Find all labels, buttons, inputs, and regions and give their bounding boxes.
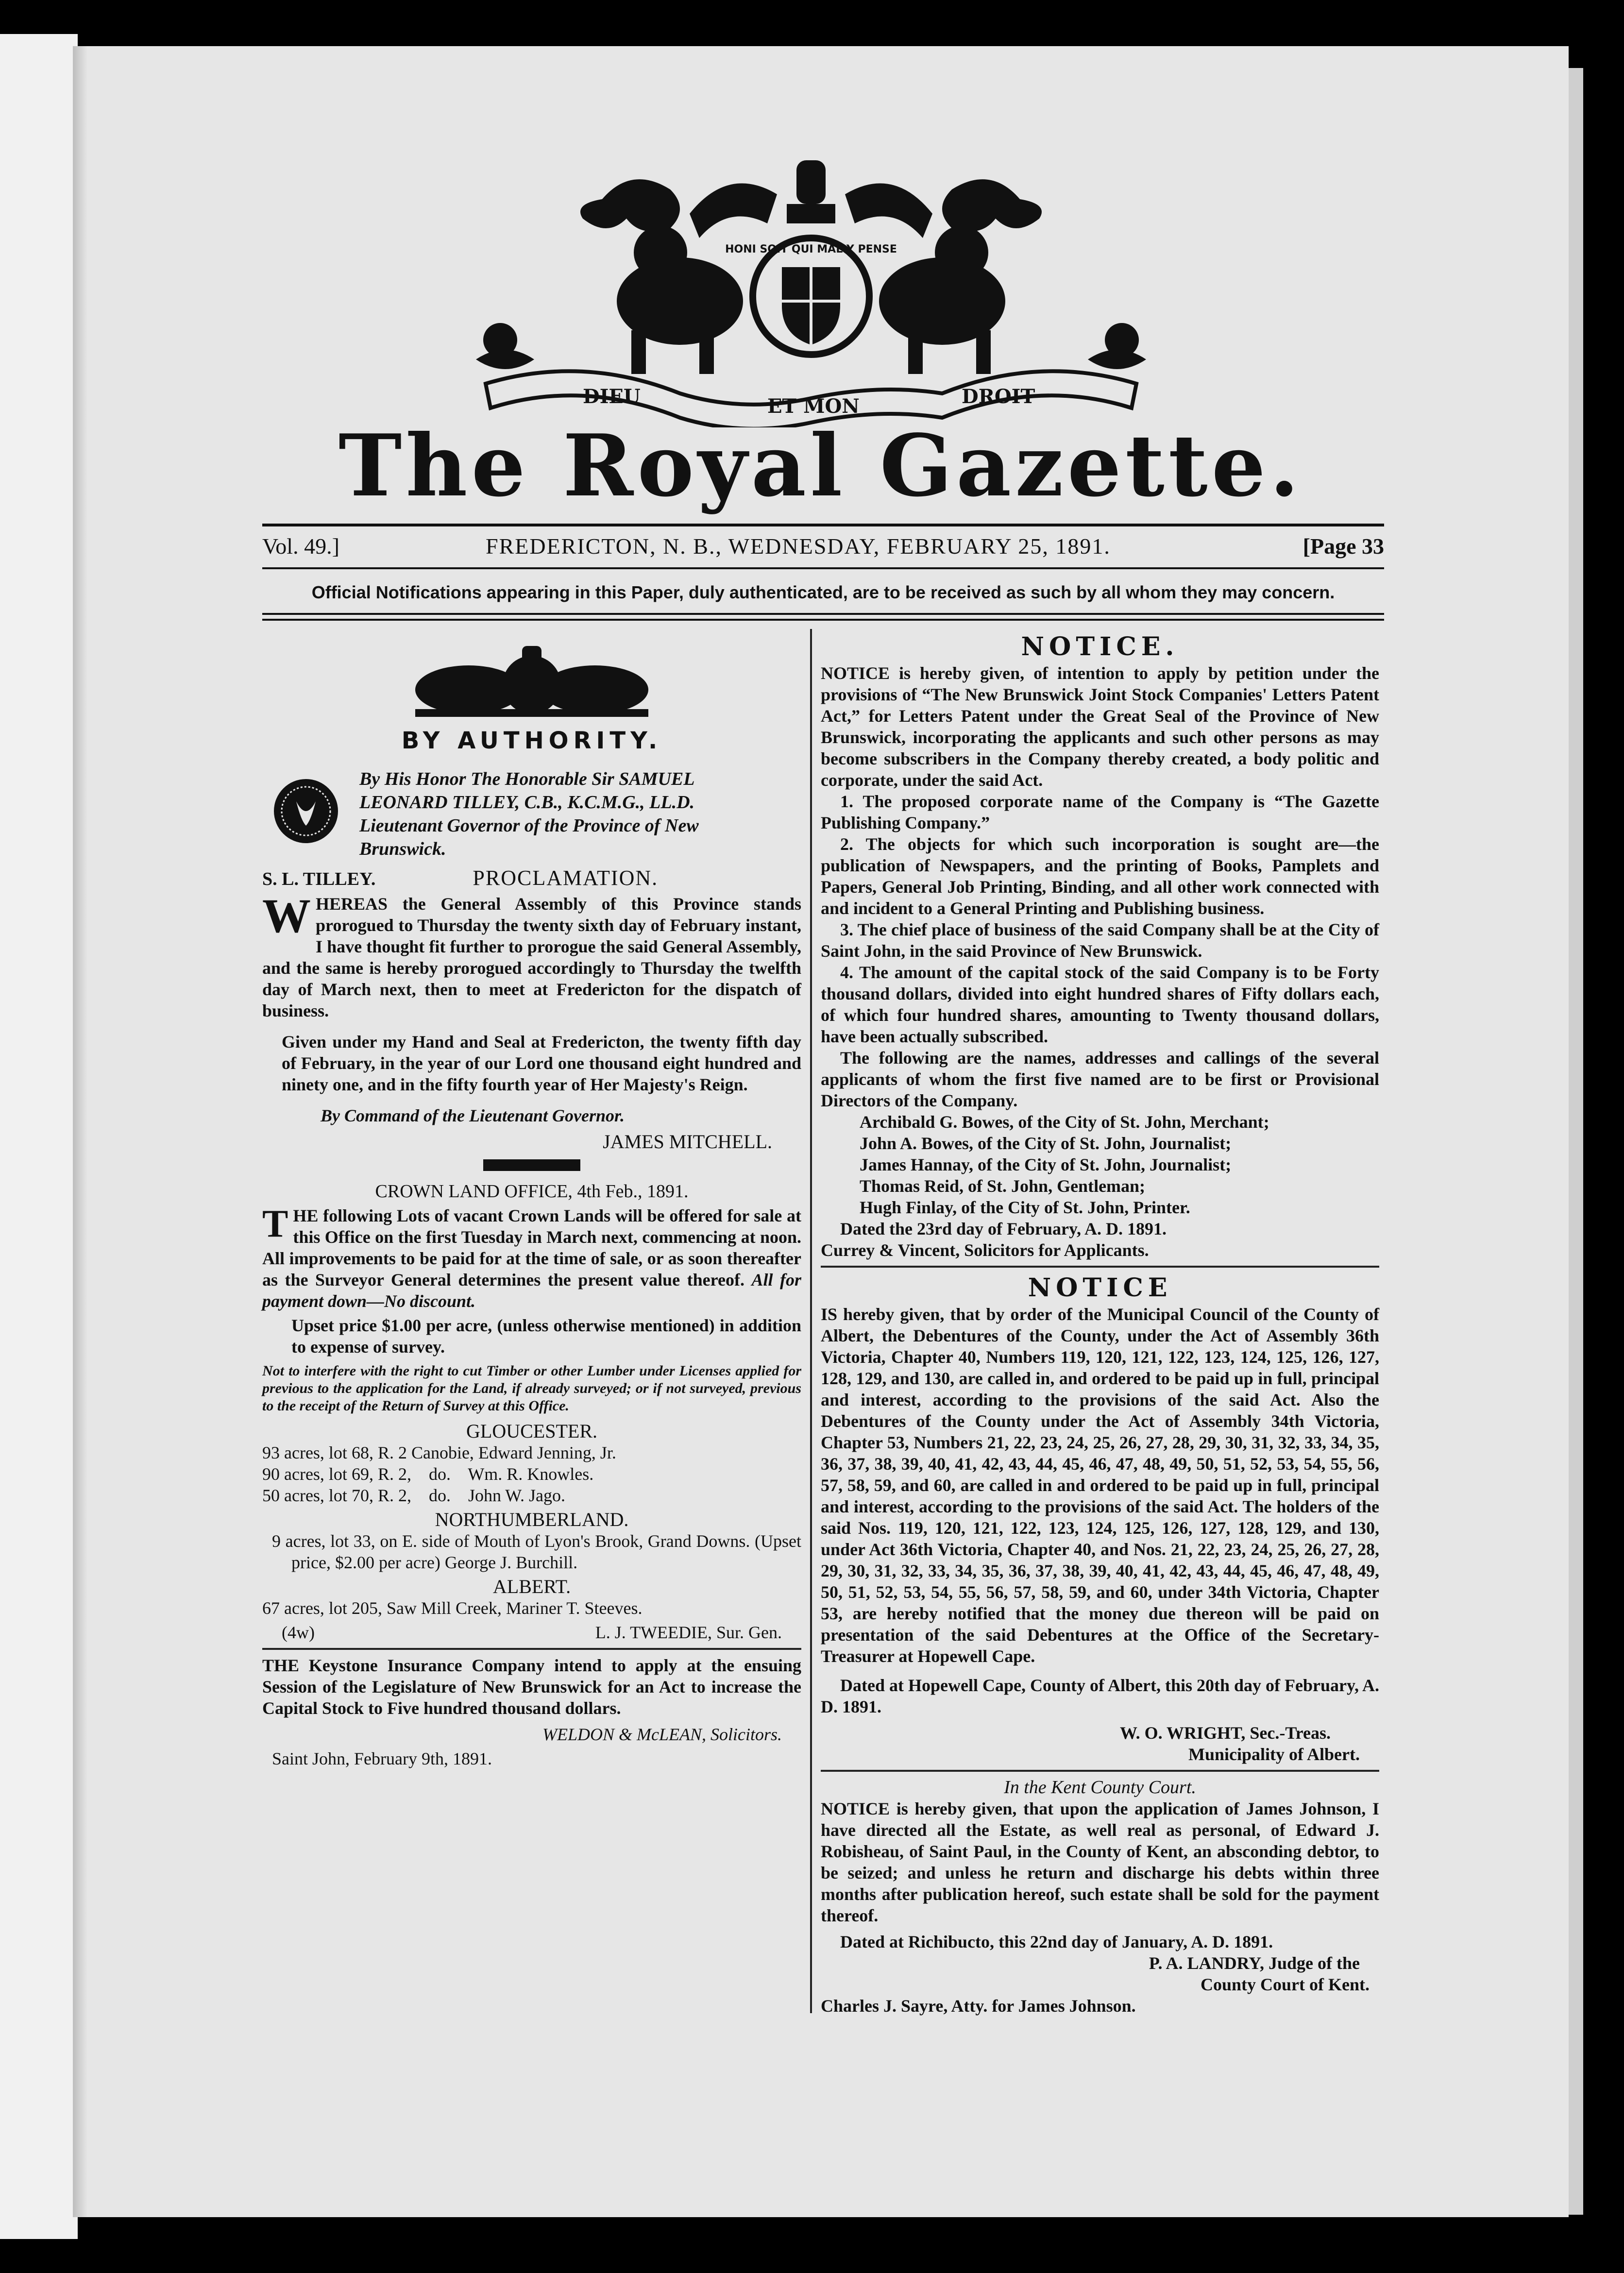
applicant-5: Hugh Finlay, of the City of St. John, Printer. — [860, 1198, 1190, 1217]
small-arms-icon — [406, 641, 658, 724]
left-column — [262, 631, 801, 1769]
left-rule — [262, 1648, 801, 1650]
right-rule-2 — [821, 1770, 1379, 1772]
applicant-1: Archibald G. Bowes, of the City of St. John, Merchant; — [860, 1112, 1269, 1132]
kent-court-title: In the Kent County Court. — [1004, 1777, 1196, 1798]
royal-coat-of-arms-icon — [457, 155, 1166, 427]
garter-motto: HONI SOIT QUI MAL Y PENSE — [725, 243, 897, 255]
mast-rule-bottom1 — [262, 613, 1384, 615]
motto-left: DIEU — [583, 385, 641, 408]
motto-mid: ET MON — [767, 395, 860, 418]
notice-1-item-2: 2. The objects for which such incorporation is sought are—the publication of Newspapers, and the printing of Books, Pamplets and Papers, General Job Printing, Binding, and all other work connected with and incident to a General Printing and Publishing business. — [821, 834, 1379, 918]
right-rule-1 — [821, 1266, 1379, 1268]
kent-court-text: NOTICE is hereby given, that upon the application of James Johnson, I have directed all the Estate, as well real as personal, of Edward J. Robisheau, of Saint Paul, in the County of Kent, an absconding debtor, to be seized; and unless he return and discharge his debts within three months after publication hereof, such estate shall be sold for the payment thereof. — [821, 1799, 1379, 1925]
newspaper-title: The Royal Gazette. — [338, 416, 1303, 516]
proclamation-text: WHEREAS the General Assembly of this Province stands prorogued to Thursday the twenty sixth day of February instant, I have thought fit further to prorogue the said General Assembly, and the same is hereby prorogued accordingly to Thursday the twelfth day of March next, then to meet at Fredericton for the dispatch of business. — [262, 889, 801, 1020]
notice-1-dated: Dated the 23rd day of February, A. D. 1891. — [840, 1219, 1167, 1238]
proclamation-dropcap: W — [262, 889, 311, 943]
gloucester-row-2: 90 acres, lot 69, R. 2, do. Wm. R. Knowles. — [262, 1464, 594, 1484]
notice-1-item-4: 4. The amount of the capital stock of the said Company is to be Forty thousand dollars, divided into eight hundred shares of Fifty dollars each, of which four hundred shares, amounting to Twenty thousand dollars, have been actually subscribed. — [821, 963, 1379, 1046]
signer: S. L. TILLEY. — [262, 869, 376, 889]
mast-rule-mid — [262, 567, 1384, 569]
section-divider — [483, 1159, 580, 1171]
column-divider — [810, 629, 812, 2013]
municipality-of-albert: Municipality of Albert. — [1188, 1745, 1360, 1764]
given-under-hand: Given under my Hand and Seal at Fredericton, the twenty fifth day of February, in the year of our Lord one thousand eight hundred and ninety one, and in the fifty fourth year of Her Majesty's Reign. — [282, 1032, 801, 1094]
notice-1-item-1: 1. The proposed corporate name of the Company is “The Gazette Publishing Company.” — [821, 792, 1379, 832]
landry-judge: P. A. LANDRY, Judge of the — [1149, 1953, 1360, 1973]
notice-2-dated: Dated at Hopewell Cape, County of Albert, this 20th day of February, A. D. 1891. — [821, 1676, 1379, 1716]
albert-row: 67 acres, lot 205, Saw Mill Creek, Mariner T. Steeves. — [262, 1598, 643, 1618]
mast-rule-top — [262, 524, 1384, 526]
wright-signature: W. O. WRIGHT, Sec.-Treas. — [1119, 1723, 1331, 1743]
keystone-notice: THE Keystone Insurance Company intend to apply at the ensuing Session of the Legislature of New Brunswick for an Act to increase the Capital Stock to Five hundred thousand dollars. — [262, 1656, 801, 1718]
crown-land-title: CROWN LAND OFFICE, 4th Feb., 1891. — [375, 1181, 689, 1202]
notice-heading-1: NOTICE. — [1021, 632, 1179, 662]
notice-2-text: IS hereby given, that by order of the Municipal Council of the County of Albert, the Debentures of the County, under the Act of Assembly 36th Victoria, Chapter 40, Numbers 119, 120, 121, 122, 123, 124, 125, 126, 127, 128, 129, and 130, are called in, and ordered to be paid up in full, principal and interest, according to the provisions of the said Act. Also the Debentures of the County under the Act of Assembly 34th Victoria, Chapter 53, Numbers 21, 22, 23, 24, 25, 26, 27, 28, 29, 30, 31, 32, 33, 34, 35, 36, 37, 38, 39, 40, 41, 42, 43, 44, 45, 46, 47, 48, 49, 50, 51, 52, 53, 54, 55, 56, 57, 58, 59, and 60, are called in and ordered to be paid up in full, principal and interest, according to the provisions of the said Act. The holders of the said Nos. 119, 120, 121, 122, 123, 124, 125, 126, 127, 128, 129, and 130, under Act 36th Victoria, Chapter 40, and Nos. 21, 22, 23, 24, 25, 26, 27, 28, 29, 30, 31, 32, 33, 34, 35, 36, 37, 38, 39, 40, 41, 42, 43, 44, 45, 46, 47, 48, 49, 50, 51, 52, 53, 54, 55, 56, 57, 58, 59, and 60, under 34th Victoria, Chapter 53, are hereby notified that the money due thereon will be paid on presentation of the said Debentures at the Office of the Secretary-Treasurer at Hopewell Cape. — [821, 1305, 1379, 1666]
northumberland-heading: NORTHUMBERLAND. — [435, 1509, 629, 1530]
weldon-mclean: WELDON & McLEAN, Solicitors. — [542, 1725, 782, 1744]
tweedie: L. J. TWEEDIE, Sur. Gen. — [595, 1623, 782, 1642]
saint-john-date: Saint John, February 9th, 1891. — [272, 1749, 492, 1768]
by-command: By Command of the Lieutenant Governor. — [321, 1106, 625, 1125]
upset-price: Upset price $1.00 per acre, (unless otherwise mentioned) in addition to expense of survey. — [291, 1316, 801, 1357]
official-notice-line: Official Notifications appearing in this Paper, duly authenticated, are to be received as such by all whom they may concern. — [311, 582, 1335, 602]
kent-court-dated: Dated at Richibucto, this 22nd day of January, A. D. 1891. — [840, 1932, 1273, 1951]
notice-1-item-5: The following are the names, addresses and callings of the several applicants of whom the first five named are to be first or Provisional Directors of the Company. — [821, 1048, 1379, 1110]
northumberland-text: 9 acres, lot 33, on E. side of Mouth of Lyon's Brook, Grand Downs. (Upset price, $2.00 per acre) George J. Burchill. — [272, 1531, 801, 1572]
notice-1-intro: NOTICE is hereby given, of intention to apply by petition under the provisions of “The New Brunswick Joint Stock Companies' Letters Patent Act,” for Letters Patent under the Great Seal of the Province of New Brunswick, incorporating the applicants and such other persons as may become subscribers in the Company thereby created, a body politic and corporate, under the said Act. — [821, 663, 1379, 790]
gloucester-heading: GLOUCESTER. — [466, 1420, 597, 1442]
seal-icon — [272, 777, 340, 845]
honor-line-4: Brunswick. — [359, 839, 446, 859]
dateline-row — [262, 529, 1384, 563]
crown-land-text: THE following Lots of vacant Crown Lands will be offered for sale at this Office on the first Tuesday in March next, commencing at noon. All improvements to be paid for at the time of sale, or as soon thereafter as the Surveyor General determines the present value thereof. All for payment down—No discount. — [262, 1203, 801, 1311]
gloucester-row-3: 50 acres, lot 70, R. 2, do. John W. Jago. — [262, 1486, 565, 1505]
notice-heading-2: NOTICE — [1028, 1273, 1172, 1303]
sayre-attorney: Charles J. Sayre, Atty. for James Johnson. — [821, 1996, 1136, 2016]
gloucester-row-1: 93 acres, lot 68, R. 2 Canobie, Edward Jenning, Jr. — [262, 1443, 616, 1462]
page-number: [Page 33 — [1303, 534, 1384, 559]
james-mitchell: JAMES MITCHELL. — [603, 1131, 772, 1153]
applicant-4: Thomas Reid, of St. John, Gentleman; — [860, 1176, 1146, 1196]
albert-heading: ALBERT. — [492, 1576, 571, 1597]
not-to-interfere: Not to interfere with the right to cut Timber or other Lumber under Licenses applied for previous to the application for the Land, if already surveyed; or if not surveyed, previous to the receipt of the Return of Survey at this Office. — [262, 1363, 801, 1414]
right-column — [821, 631, 1379, 2017]
applicant-2: John A. Bowes, of the City of St. John, Journalist; — [860, 1134, 1232, 1153]
page-edge — [1569, 68, 1583, 2215]
dateline: FREDERICTON, N. B., WEDNESDAY, FEBRUARY 25, 1891. — [486, 534, 1111, 559]
applicant-3: James Hannay, of the City of St. John, Journalist; — [860, 1155, 1232, 1174]
honor-line-3: Lieutenant Governor of the Province of New — [359, 815, 699, 836]
mast-rule-bottom2 — [262, 619, 1384, 621]
by-authority-heading: BY AUTHORITY. — [401, 727, 662, 754]
motto-right: DROIT — [962, 385, 1035, 408]
four-w: (4w) — [282, 1623, 315, 1642]
honor-line-1: By His Honor The Honorable Sir SAMUEL — [359, 769, 695, 789]
notice-1-solicitors: Currey & Vincent, Solicitors for Applicants. — [821, 1240, 1149, 1260]
proclamation-title: PROCLAMATION. — [473, 866, 659, 890]
honor-line-2: LEONARD TILLEY, C.B., K.C.M.G., LL.D. — [359, 792, 695, 813]
spine-shadow — [73, 46, 87, 2217]
county-court-of-kent: County Court of Kent. — [1201, 1975, 1370, 1994]
notice-1-item-3: 3. The chief place of business of the said Company shall be at the City of Saint John, in the said Province of New Brunswick. — [821, 920, 1379, 961]
volume-number: Vol. 49.] — [262, 534, 339, 559]
page-spine — [0, 34, 78, 2239]
